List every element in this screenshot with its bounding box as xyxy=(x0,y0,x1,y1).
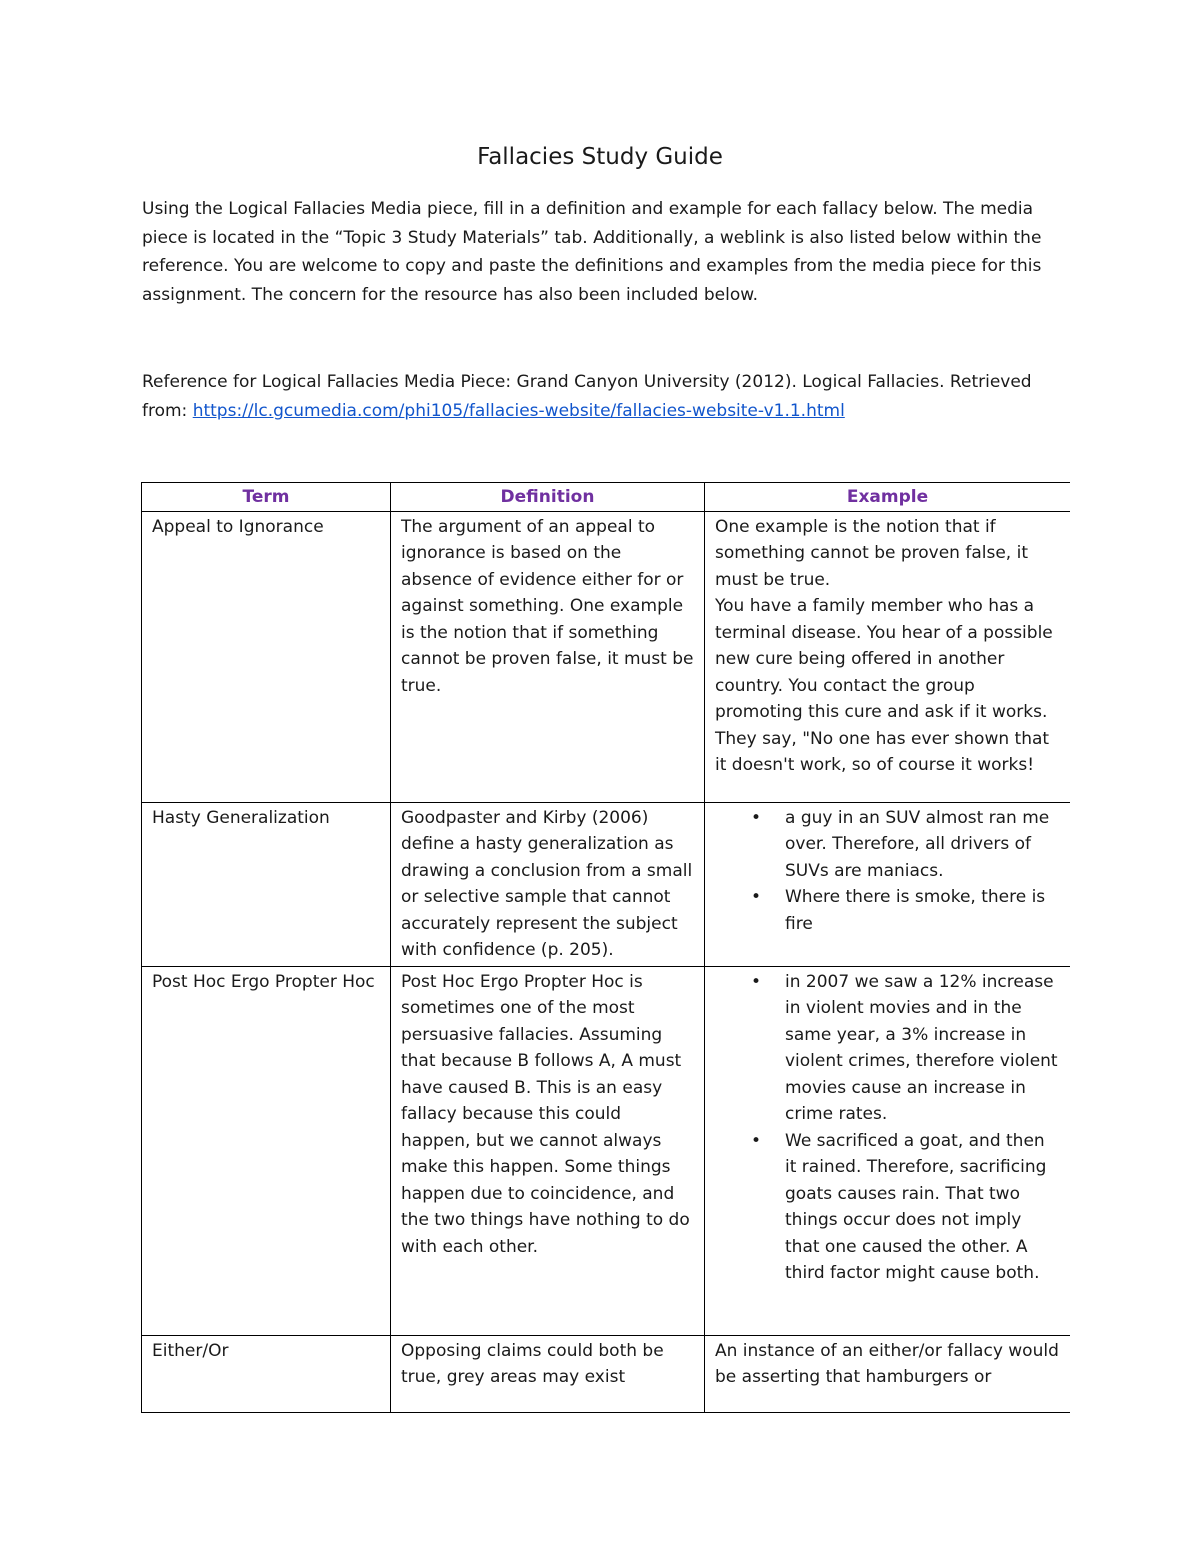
term-cell: Post Hoc Ergo Propter Hoc xyxy=(142,966,391,1335)
header-term: Term xyxy=(142,483,391,512)
fallacies-table xyxy=(141,482,1070,1413)
bullet-text: Where there is smoke, there is fire xyxy=(785,887,1046,934)
list-item xyxy=(751,805,1060,885)
intro-paragraph: Using the Logical Fallacies Media piece, fill in a definition and example for each fallacy below. The media piece is located in the “Topic 3 Study Materials” tab. Additionally, a weblink is also listed below within the reference. You are welcome to copy and paste the definitions and examples from the media piece for this assignment. The concern for the resource has also been included below. xyxy=(142,199,1042,305)
table-row xyxy=(142,802,1071,966)
header-definition: Definition xyxy=(391,483,705,512)
bullet-text: in 2007 we saw a 12% increase in violent movies and in the same year, a 3% increase in violent crimes, therefore violent movies cause an increase in crime rates. xyxy=(785,971,1058,1124)
page-title: Fallacies Study Guide xyxy=(477,144,723,170)
example-bullet-list xyxy=(715,805,1060,938)
example-cell xyxy=(705,1335,1071,1413)
bullet-icon: • xyxy=(751,807,762,828)
table-row xyxy=(142,966,1071,1335)
term-cell: Appeal to Ignorance xyxy=(142,511,391,802)
example-text: You have a family member who has a terminal disease. You hear of a possible new cure being offered in another country. You contact the group promoting this cure and ask if it works. They say, "No one has ever shown that it doesn't work, so of course it works! xyxy=(715,596,1053,775)
bullet-text: a guy in an SUV almost ran me over. Therefore, all drivers of SUVs are maniacs. xyxy=(785,807,1050,881)
example-bullet-list xyxy=(715,969,1060,1287)
definition-cell: The argument of an appeal to ignorance is based on the absence of evidence either for or against something. One example is the notion that if something cannot be proven false, it must be true. xyxy=(391,511,705,802)
reference-paragraph xyxy=(142,368,1062,425)
term-cell: Hasty Generalization xyxy=(142,802,391,966)
list-item xyxy=(751,969,1060,1128)
bullet-icon: • xyxy=(751,887,762,907)
example-cell xyxy=(705,511,1071,802)
reference-text: Reference for Logical Fallacies Media Piece: Grand Canyon University (2012). Logical Fallacies. Retrieved from: xyxy=(142,372,1032,421)
example-text: An instance of an either/or fallacy would be asserting that hamburgers or xyxy=(715,1340,1059,1387)
list-item xyxy=(751,1128,1060,1287)
table-row xyxy=(142,511,1071,802)
example-cell xyxy=(705,802,1071,966)
table-header-row xyxy=(142,483,1071,512)
fallacies-table-container xyxy=(141,482,1070,1413)
bullet-icon: • xyxy=(751,1130,762,1151)
example-text: One example is the notion that if something cannot be proven false, it must be true. xyxy=(715,516,1028,590)
header-example: Example xyxy=(705,483,1071,512)
definition-cell: Opposing claims could both be true, grey areas may exist xyxy=(391,1335,705,1413)
example-cell xyxy=(705,966,1071,1335)
definition-cell: Post Hoc Ergo Propter Hoc is sometimes one of the most persuasive fallacies. Assuming that because B follows A, A must have caused B. This is an easy fallacy because this could happen, but we cannot always make this happen. Some things happen due to coincidence, and the two things have nothing to do with each other. xyxy=(391,966,705,1335)
bullet-icon: • xyxy=(751,971,762,992)
list-item xyxy=(751,884,1060,937)
bullet-text: We sacrificed a goat, and then it rained. Therefore, sacrificing goats causes rain. That two things occur does not imply that one caused the other. A third factor might cause both. xyxy=(785,1130,1047,1283)
definition-cell: Goodpaster and Kirby (2006) define a hasty generalization as drawing a conclusion from a small or selective sample that cannot accurately represent the subject with confidence (p. 205). xyxy=(391,802,705,966)
reference-link[interactable]: https://lc.gcumedia.com/phi105/fallacies-website/fallacies-website-v1.1.html xyxy=(192,400,845,421)
table-row xyxy=(142,1335,1071,1413)
term-cell: Either/Or xyxy=(142,1335,391,1413)
